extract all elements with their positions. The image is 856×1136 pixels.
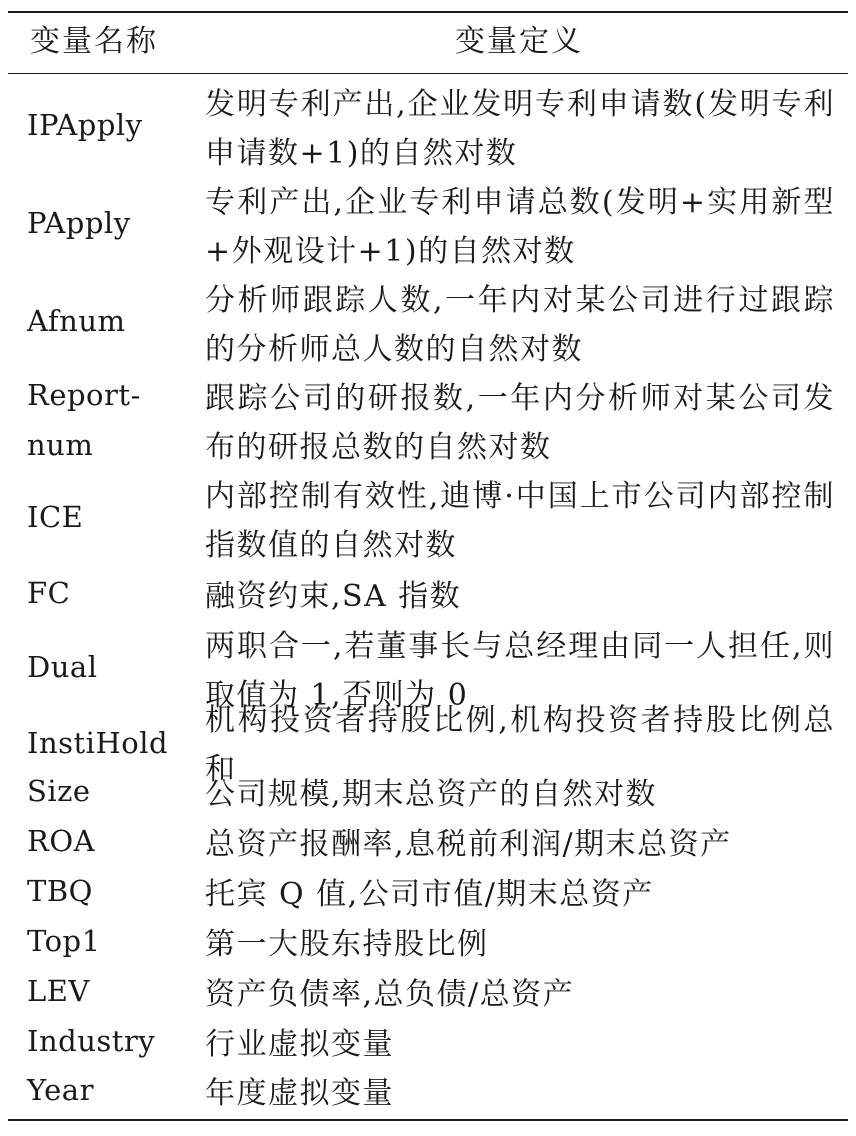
variable-definition: 专利产出,企业专利申请总数(发明+实用新型+外观设计+1)的自然对数 [205, 185, 835, 269]
variable-name: Afnum [27, 304, 126, 338]
table-row [0, 80, 856, 178]
variable-definition: 行业虚拟变量 [205, 1027, 394, 1062]
variable-name: TBQ [27, 874, 93, 908]
variable-definition: 跟踪公司的研报数,一年内分析师对某公司发布的研报总数的自然对数 [205, 381, 835, 465]
table-row [0, 970, 856, 1020]
variable-name-line1: Report- [27, 378, 141, 412]
table-row [0, 870, 856, 920]
table-row [0, 572, 856, 622]
variable-definition: 两职合一,若董事长与总经理由同一人担任,则取值为 1,否则为 0 [205, 629, 835, 713]
variable-definition: 第一大股东持股比例 [205, 927, 489, 962]
variable-definition: 机构投资者持股比例,机构投资者持股比例总和 [205, 703, 835, 787]
variable-name: Size [27, 774, 91, 808]
variable-definition: 发明专利产出,企业发明专利申请数(发明专利申请数+1)的自然对数 [205, 87, 835, 171]
variable-name: LEV [27, 974, 90, 1008]
table-row [0, 374, 856, 472]
variable-name: Dual [27, 650, 98, 684]
table-row [0, 1069, 856, 1119]
variable-definition: 年度虚拟变量 [205, 1076, 394, 1111]
table-row [0, 472, 856, 570]
variable-name: ICE [27, 500, 84, 534]
table-row [0, 1020, 856, 1070]
variable-name: ROA [27, 824, 96, 858]
variable-definition: 总资产报酬率,息税前利润/期末总资产 [205, 827, 732, 862]
table-top-rule [8, 11, 848, 13]
variable-definition: 融资约束,SA 指数 [205, 579, 462, 614]
variable-definition: 公司规模,期末总资产的自然对数 [205, 777, 658, 812]
variable-name-line2: num [27, 428, 94, 462]
variable-name: Year [27, 1073, 94, 1107]
variable-name: Industry [27, 1024, 156, 1058]
variable-definition: 托宾 Q 值,公司市值/期末总资产 [205, 877, 654, 912]
table-row [0, 820, 856, 870]
variable-name: PApply [27, 206, 131, 240]
variable-name: FC [27, 576, 71, 610]
table-row [0, 178, 856, 276]
table-header-rule [8, 73, 848, 74]
variable-name: Top1 [27, 924, 101, 958]
variable-name: InstiHold [27, 726, 169, 760]
table-bottom-rule [8, 1119, 848, 1121]
table-row [0, 920, 856, 970]
header-variable-name: 变量名称 [30, 24, 158, 59]
table-row [0, 276, 856, 374]
table-row [0, 770, 856, 820]
variable-definition: 资产负债率,总负债/总资产 [205, 977, 575, 1012]
variable-name: IPApply [27, 108, 143, 142]
variable-definition: 分析师跟踪人数,一年内对某公司进行过跟踪的分析师总人数的自然对数 [205, 283, 835, 367]
header-variable-definition: 变量定义 [455, 24, 583, 59]
variable-definition: 内部控制有效性,迪博·中国上市公司内部控制指数值的自然对数 [205, 479, 835, 563]
